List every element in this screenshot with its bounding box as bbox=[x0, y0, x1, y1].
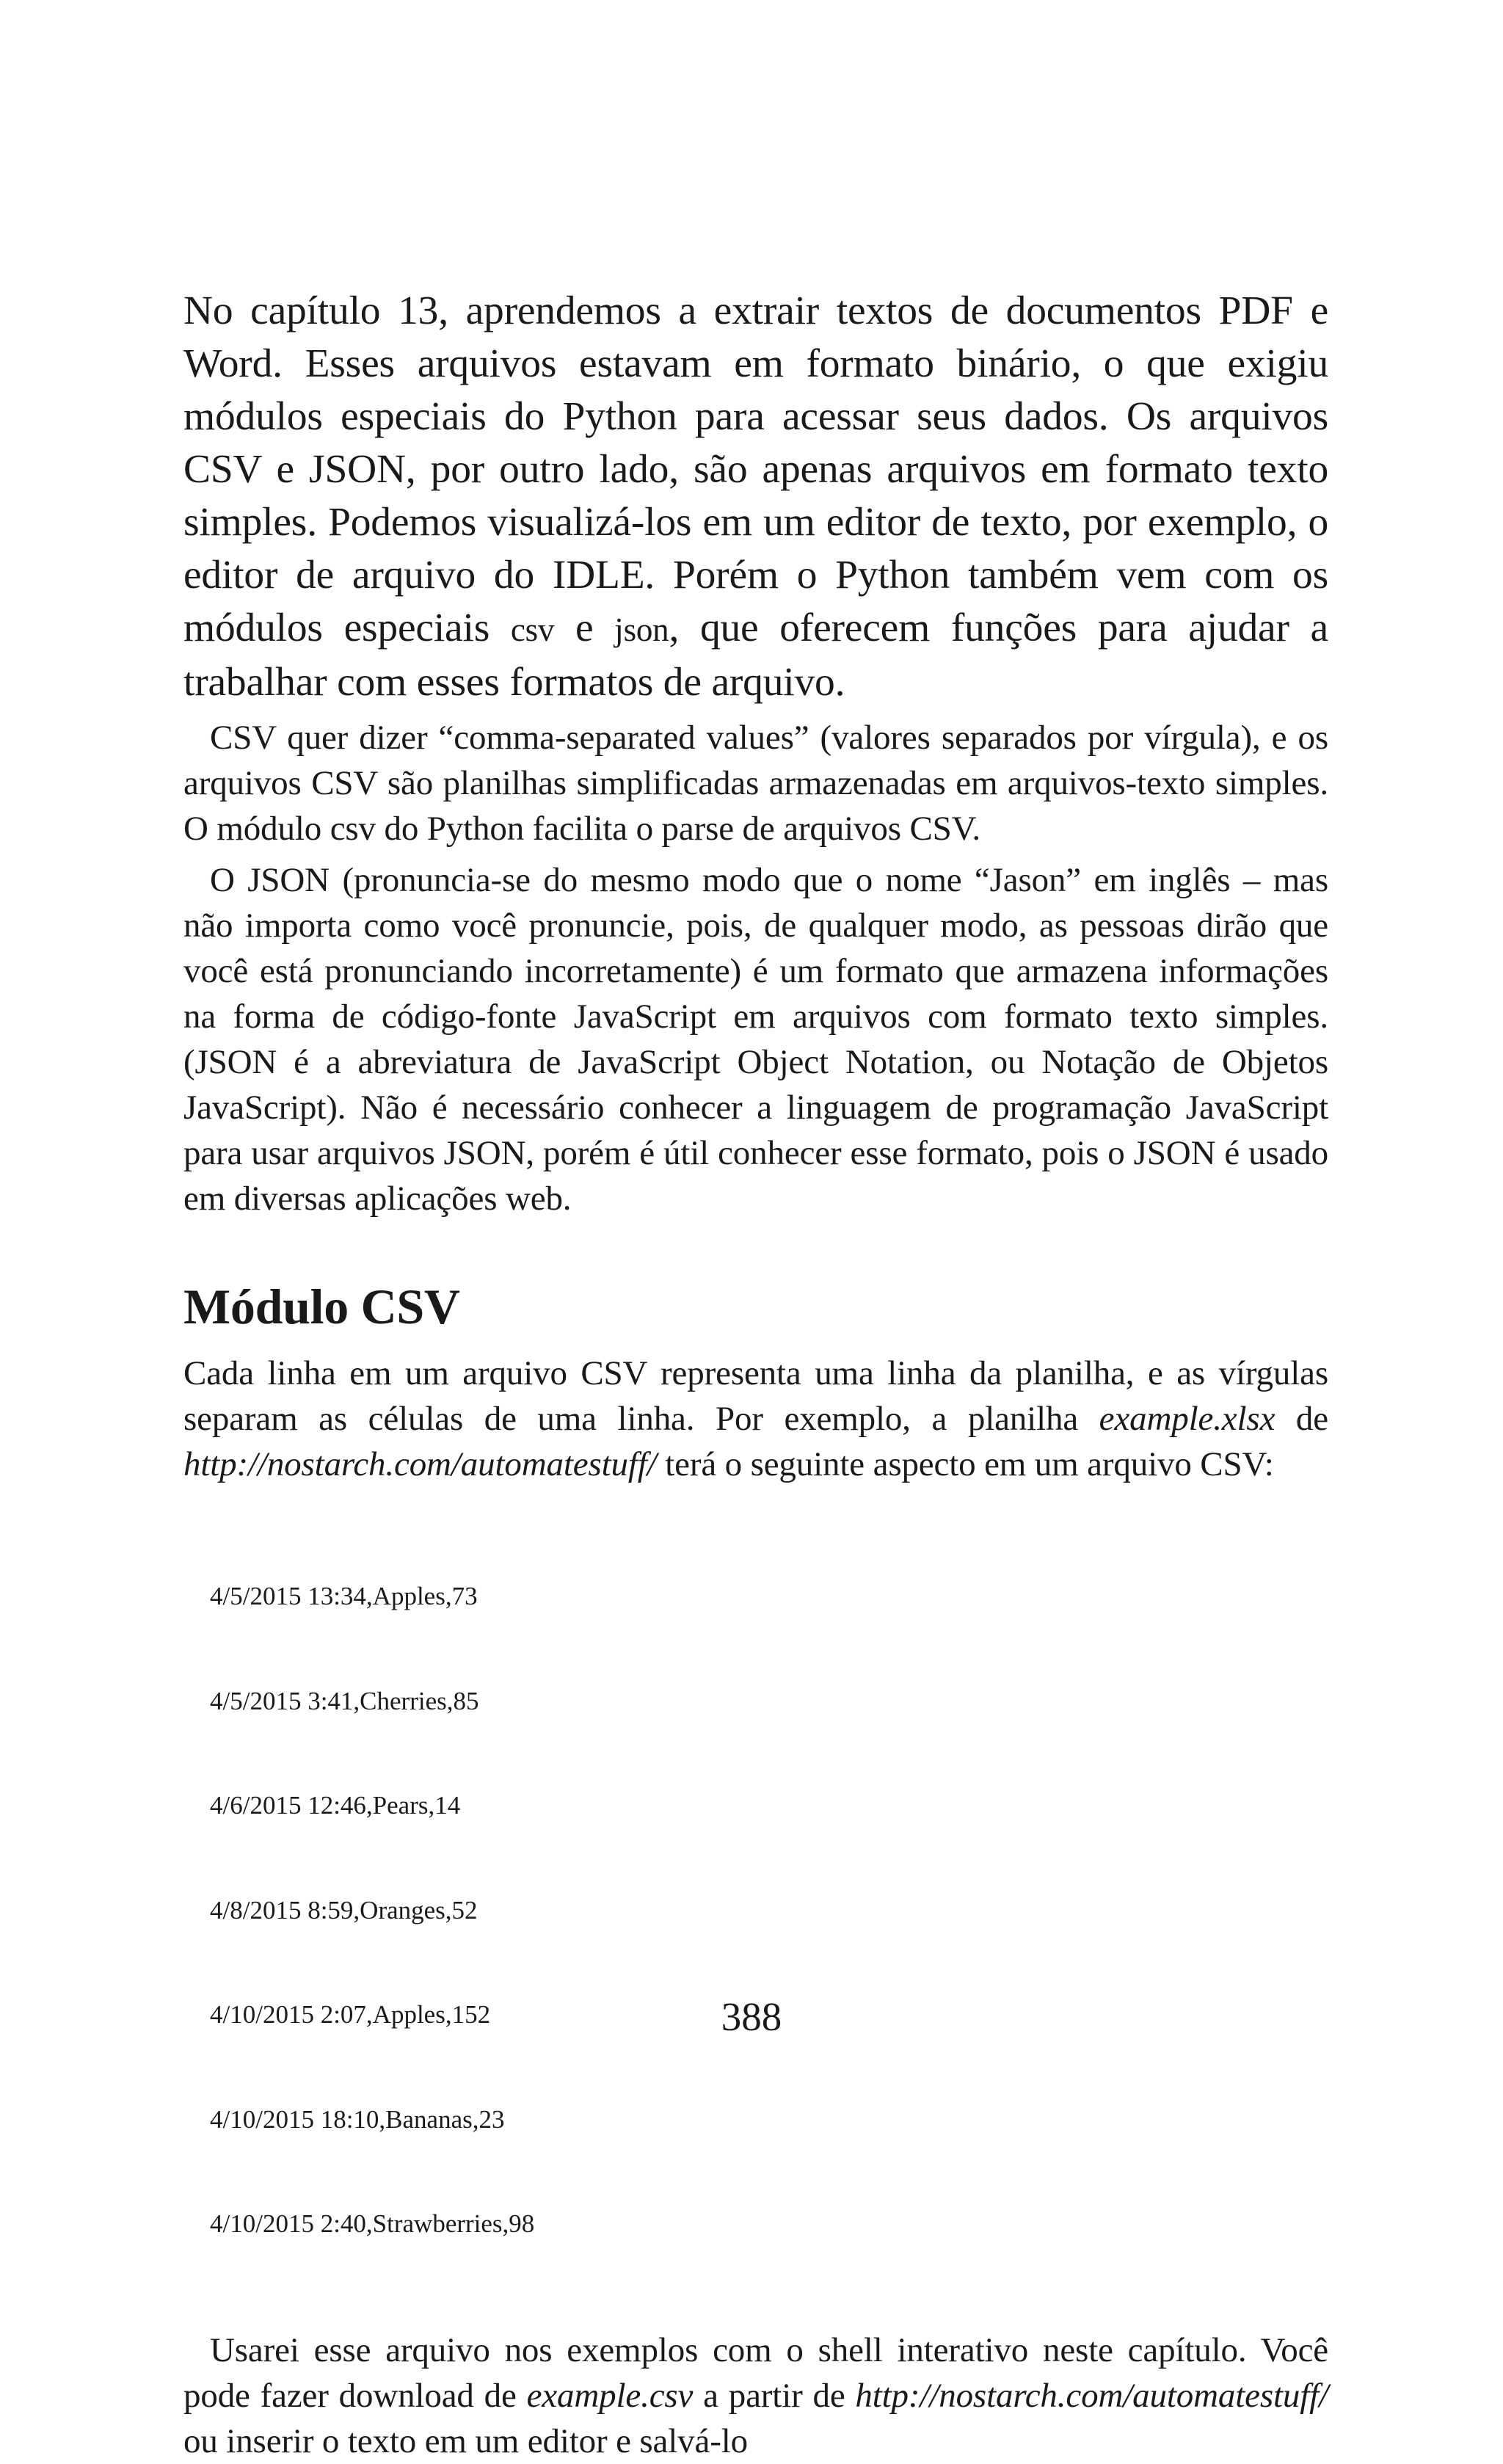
csv-module-text-c: terá o seguinte aspecto em um arquivo CSV: bbox=[656, 1445, 1274, 1483]
intro-paragraph bbox=[183, 285, 1328, 709]
download-paragraph bbox=[183, 2327, 1328, 2464]
download-text-b: a partir de bbox=[693, 2376, 856, 2415]
intro-text-c: , que oferecem funções para ajudar a trabalhar com esses formatos de arquivo. bbox=[183, 606, 1328, 705]
page-number: 388 bbox=[721, 1994, 782, 2039]
csv-module-text-a: Cada linha em um arquivo CSV representa uma linha da planilha, e as vírgulas separam as células de uma linha. Por exemplo, a planilha bbox=[183, 1354, 1328, 1438]
download-text-c: ou inserir o texto em um editor e salvá-lo bbox=[183, 2421, 748, 2460]
page-content bbox=[183, 285, 1328, 2464]
intro-text-b: e bbox=[554, 606, 615, 650]
csv-module-text-b: de bbox=[1275, 1400, 1328, 1438]
csv-code-block bbox=[210, 1509, 1328, 2311]
module-json-name: json bbox=[614, 611, 669, 648]
code-line: 4/10/2015 18:10,Bananas,23 bbox=[210, 2104, 505, 2134]
example-xlsx-filename: example.xlsx bbox=[1099, 1400, 1275, 1438]
code-line: 4/6/2015 12:46,Pears,14 bbox=[210, 1791, 461, 1820]
module-csv-name: csv bbox=[510, 611, 555, 648]
csv-module-paragraph bbox=[183, 1351, 1328, 1487]
code-line: 4/8/2015 8:59,Oranges,52 bbox=[210, 1895, 478, 1925]
code-line: 4/10/2015 2:07,Apples,152 bbox=[210, 2000, 491, 2029]
nostarch-url-2: http://nostarch.com/automatestuff/ bbox=[855, 2376, 1328, 2415]
section-heading: Módulo CSV bbox=[183, 1279, 460, 1334]
code-line: 4/5/2015 13:34,Apples,73 bbox=[210, 1582, 478, 1610]
code-line: 4/10/2015 2:40,Strawberries,98 bbox=[210, 2209, 535, 2238]
code-line: 4/5/2015 3:41,Cherries,85 bbox=[210, 1686, 479, 1715]
download-text-a: Usarei esse arquivo nos exemplos com o shell interativo neste capítulo. Você pode fazer download de bbox=[183, 2330, 1328, 2415]
example-csv-filename: example.csv bbox=[526, 2376, 694, 2415]
json-definition-paragraph: O JSON (pronuncia-se do mesmo modo que o nome “Jason” em inglês – mas não importa como você pronuncie, pois, de qualquer modo, as pessoas dirão que você está pronunciando incorretamente) é um formato que armazena informações na forma de código-fonte JavaScript em arquivos com formato texto simples. (JSON é a abreviatura de JavaScript Object Notation, ou Notação de Objetos JavaScript). Não é necessário conhecer a linguagem de programação JavaScript para usar arquivos JSON, porém é útil conhecer esse formato, pois o JSON é usado em diversas aplicações web. bbox=[183, 861, 1328, 1218]
nostarch-url: http://nostarch.com/automatestuff/ bbox=[183, 1445, 657, 1483]
intro-text-a: No capítulo 13, aprendemos a extrair textos de documentos PDF e Word. Esses arquivos estavam em formato binário, o que exigiu módulos especiais do Python para acessar seus dados. Os arquivos CSV e JSON, por outro lado, são apenas arquivos em formato texto simples. Podemos visualizá-los em um editor de texto, por exemplo, o editor de arquivo do IDLE. Porém o Python também vem com os módulos especiais bbox=[183, 288, 1328, 650]
csv-definition-paragraph: CSV quer dizer “comma-separated values” (valores separados por vírgula), e os arquivos CSV são planilhas simplificadas armazenadas em arquivos-texto simples. O módulo csv do Python facilita o parse de arquivos CSV. bbox=[183, 719, 1328, 848]
